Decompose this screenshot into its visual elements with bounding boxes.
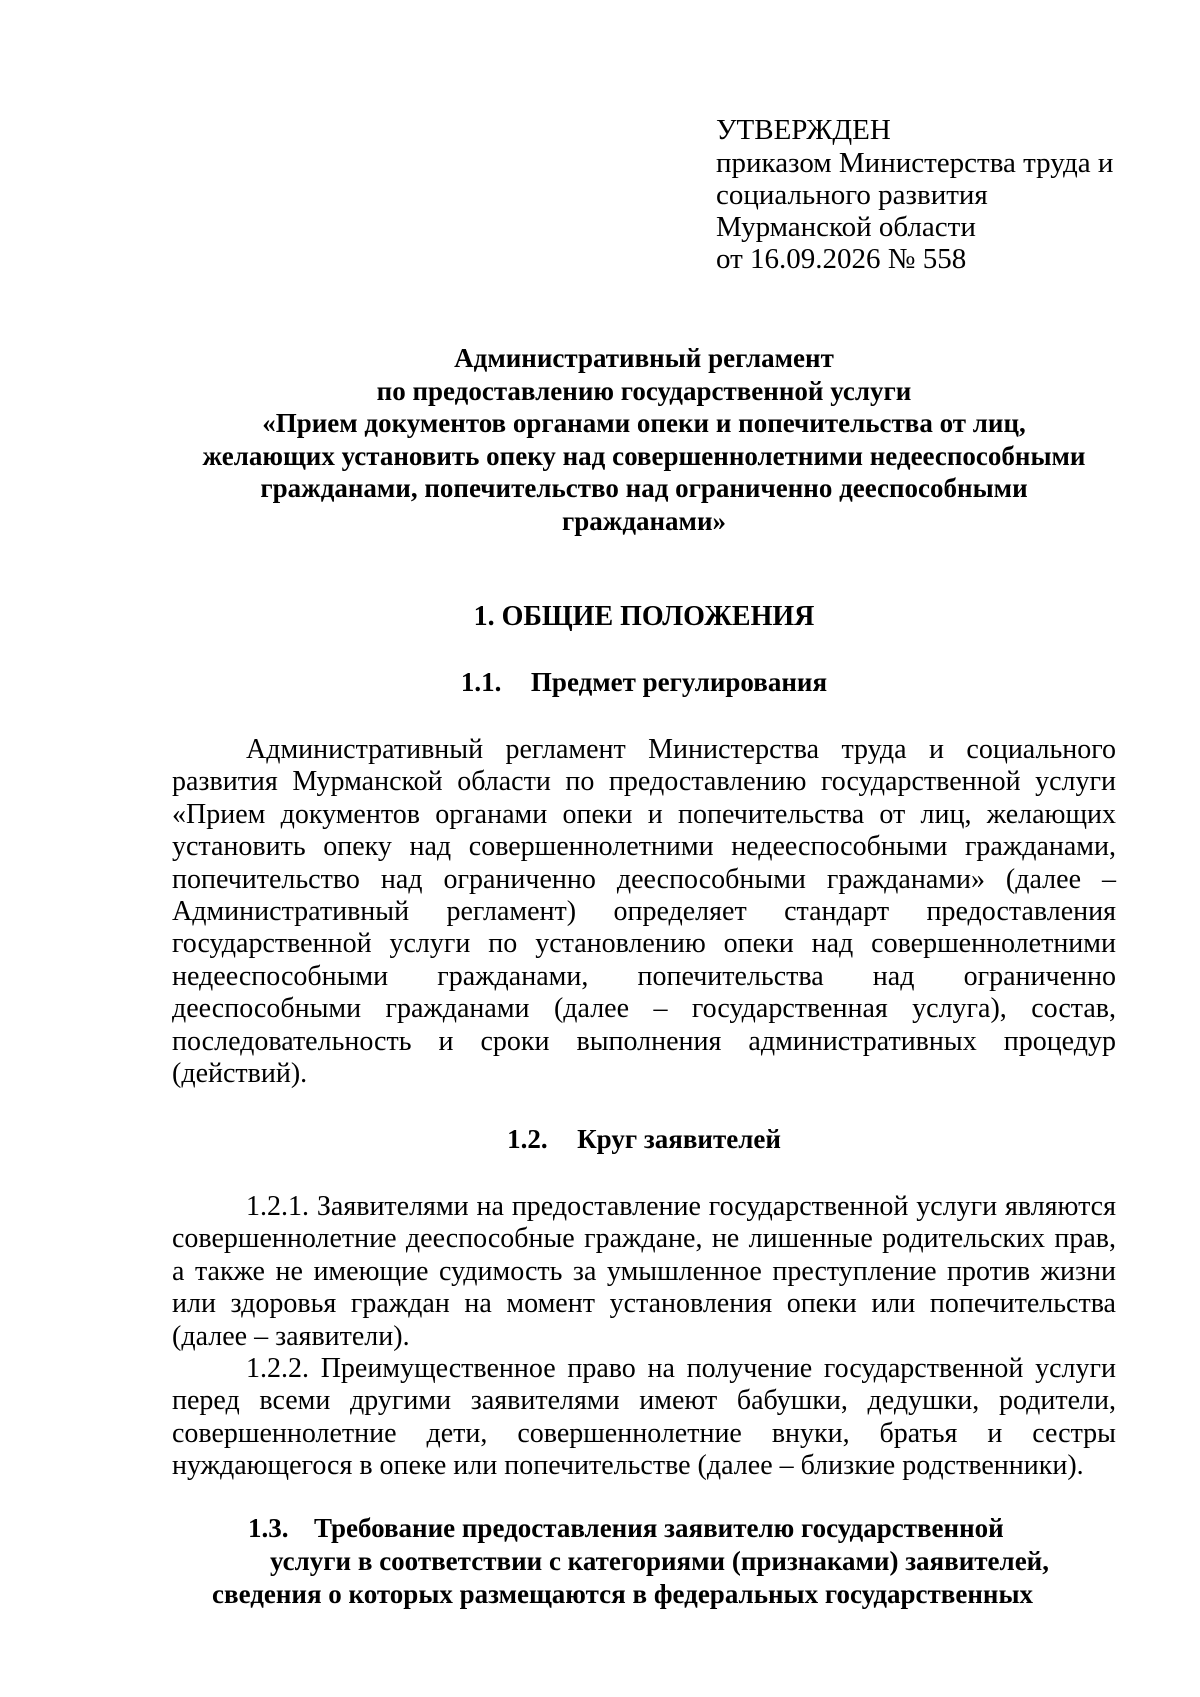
paragraph-line: (далее – заявители). <box>172 1320 410 1352</box>
title-line: желающих установить опеку над совершеннолетними недееспособными <box>202 440 1086 471</box>
approval-title: УТВЕРЖДЕН <box>716 114 891 146</box>
paragraph-line: «Прием документов органами опеки и попечительства от лиц, желающих <box>172 798 1116 830</box>
section-number: 1.1. <box>460 667 502 697</box>
paragraph-line: нуждающегося в опеке или попечительстве (далее – близкие родственники). <box>172 1450 1084 1482</box>
section-1-3-line <box>172 1512 1116 1545</box>
section-1-3-heading <box>172 1512 1116 1611</box>
paragraph-line: совершеннолетние дееспособные граждане, не лишенные родительских прав, <box>172 1223 1116 1255</box>
paragraph-line: или здоровья граждан на момент установления опеки или попечительства <box>172 1288 1116 1320</box>
section-number: 1.2. <box>507 1124 548 1154</box>
section-1-3-line: сведения о которых размещаются в федеральных государственных <box>212 1579 1034 1609</box>
approval-date-number: от 16.09.2026 № 558 <box>716 243 967 275</box>
section-title: Круг заявителей <box>577 1124 781 1154</box>
approval-line: Мурманской области <box>716 211 976 243</box>
section-1-3-line: услуги в соответствии с категориями (признаками) заявителей, <box>270 1546 1049 1576</box>
section-1-1-heading <box>172 666 1116 698</box>
title-line: «Прием документов органами опеки и попечительства от лиц, <box>262 408 1026 438</box>
section-title: Требование предоставления заявителю государственной <box>314 1513 1004 1543</box>
paragraph-line: 1.2.2. Преимущественное право на получение государственной услуги <box>246 1353 1116 1384</box>
section-1-2-1-paragraph <box>172 1191 1116 1353</box>
section-1-2-2-paragraph <box>172 1353 1116 1483</box>
paragraph-line: дееспособными гражданами (далее – государственная услуга), состав, <box>172 993 1116 1025</box>
paragraph-line: совершеннолетние дети, совершеннолетние внуки, братья и сестры <box>172 1417 1116 1449</box>
title-line: гражданами, попечительство над ограниченно дееспособными <box>260 473 1028 503</box>
paragraph-line: развития Мурманской области по предоставлению государственной услуги <box>172 766 1116 798</box>
title-line: гражданами» <box>561 505 727 536</box>
approval-line: приказом Министерства труда и <box>716 147 1114 179</box>
approval-line: социального развития <box>716 179 988 211</box>
paragraph-line: Административный регламент Министерства труда и социального <box>246 734 1116 765</box>
paragraph-line: установить опеку над совершеннолетними недееспособными гражданами, <box>172 831 1116 863</box>
title-line: по предоставлению государственной услуги <box>376 375 912 406</box>
section-1-heading: 1. ОБЩИЕ ПОЛОЖЕНИЯ <box>473 601 815 632</box>
paragraph-line: а также не имеющие судимость за умышленное преступление против жизни <box>172 1255 1116 1287</box>
paragraph-line: 1.2.1. Заявителями на предоставление государственной услуги являются <box>246 1191 1116 1222</box>
paragraph-line: (действий). <box>172 1057 308 1089</box>
paragraph-line: перед всеми другими заявителями имеют бабушки, дедушки, родители, <box>172 1385 1116 1417</box>
section-title: Предмет регулирования <box>530 667 828 697</box>
paragraph-line: последовательность и сроки выполнения административных процедур <box>172 1025 1116 1057</box>
document-title <box>172 342 1116 537</box>
section-1-1-paragraph <box>172 734 1116 1090</box>
paragraph-line: попечительство над ограниченно дееспособными гражданами» (далее – <box>172 863 1116 895</box>
section-number: 1.3. <box>248 1513 289 1543</box>
paragraph-line: недееспособными гражданами, попечительства над ограниченно <box>172 960 1116 992</box>
paragraph-line: Административный регламент) определяет стандарт предоставления <box>172 895 1116 927</box>
paragraph-line: государственной услуги по установлению опеки над совершеннолетними <box>172 928 1116 960</box>
title-line: Административный регламент <box>454 343 834 373</box>
approval-stamp <box>716 114 1113 275</box>
section-1-2-heading <box>172 1123 1116 1155</box>
